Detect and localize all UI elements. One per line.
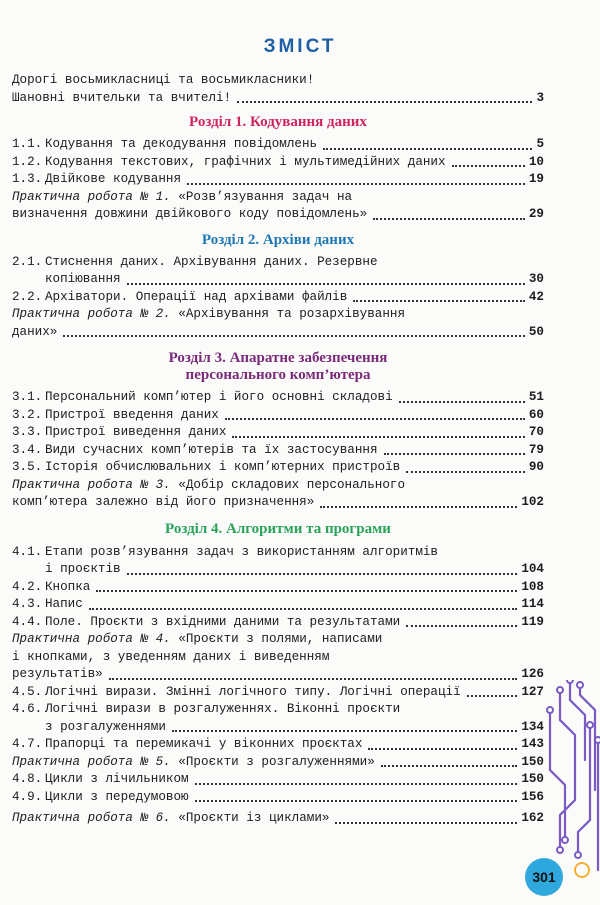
dot-leader <box>381 765 518 767</box>
entry-number: 1.3. <box>12 172 43 186</box>
toc-practical-line1 <box>12 306 544 324</box>
toc-entry[interactable] <box>12 771 544 789</box>
entry-number: 1.1. <box>12 137 43 151</box>
entry-text: і проєктів <box>45 562 121 576</box>
toc-entry-line1 <box>12 544 544 562</box>
dot-leader <box>127 283 525 285</box>
table-of-contents <box>12 72 544 828</box>
entry-text: Двійкове кодування <box>45 172 182 186</box>
toc-entry[interactable] <box>12 736 544 754</box>
dot-leader <box>225 418 525 420</box>
page-ref: 104 <box>521 562 544 576</box>
dot-leader <box>237 101 532 103</box>
page-ref: 5 <box>536 137 544 151</box>
entry-number: 1.2. <box>12 154 43 169</box>
page-ref: 143 <box>521 737 544 751</box>
practical-label: Практична робота № 5. <box>12 754 171 769</box>
entry-number: 4.6. <box>12 702 43 716</box>
section-heading-4: Розділ 4. Алгоритми та програми <box>165 520 391 537</box>
toc-practical-line2[interactable] <box>12 324 544 342</box>
entry-text: Напис <box>45 597 83 611</box>
toc-entry[interactable] <box>12 614 544 632</box>
intro-line2-text: Шановні вчительки та вчителі! <box>12 90 232 105</box>
toc-entry[interactable] <box>12 442 544 460</box>
dot-leader <box>373 218 525 220</box>
entry-text: Цикли з лічильником <box>45 772 189 786</box>
toc-practical[interactable] <box>12 810 544 828</box>
toc-intro-line1 <box>12 72 544 90</box>
entry-number: 3.4. <box>12 442 43 457</box>
page-title: ЗМІСТ <box>263 36 337 57</box>
toc-entry-line1 <box>12 701 544 719</box>
entry-text: копіювання <box>45 272 121 286</box>
entry-number: 4.4. <box>12 614 43 629</box>
dot-leader <box>89 608 518 610</box>
entry-text: Архіватори. Операції над архівами файлів <box>45 289 348 304</box>
dot-leader <box>96 590 517 592</box>
page-number-badge: 301 <box>525 858 563 896</box>
practical-label: Практична робота № 4. <box>12 632 171 646</box>
dot-leader <box>399 401 525 403</box>
dot-leader <box>195 783 518 785</box>
entry-text: Кодування та декодування повідомлень <box>45 137 318 151</box>
page-ref: 79 <box>528 442 544 457</box>
page-ref: 29 <box>528 207 544 221</box>
page-ref: 51 <box>528 390 544 404</box>
dot-leader <box>452 165 525 167</box>
entry-text: з розгалуженнями <box>45 719 166 734</box>
practical-text: «Розв’язування задач на <box>178 189 353 204</box>
entry-number: 3.3. <box>12 425 43 439</box>
toc-practical-line1 <box>12 477 544 495</box>
intro-line1-text: Дорогі восьмикласниці та восьмикласники! <box>12 73 315 87</box>
entry-text: Прапорці та перемикачі у віконних проєктах <box>45 737 363 751</box>
page-ref: 162 <box>521 811 544 825</box>
entry-text: Пристрої введення даних <box>45 407 219 422</box>
page-ref: 134 <box>521 719 544 734</box>
dot-leader <box>353 300 525 302</box>
entry-number: 3.1. <box>12 390 43 404</box>
practical-text: «Проєкти із циклами» <box>178 811 330 825</box>
page-ref: 19 <box>528 172 544 186</box>
page-ref: 114 <box>521 597 544 611</box>
page-ref: 60 <box>528 407 544 422</box>
page-ref: 108 <box>521 579 544 594</box>
dot-leader <box>320 506 517 508</box>
toc-entry-line2[interactable] <box>12 719 544 737</box>
dot-leader <box>368 748 517 750</box>
page-ref: 150 <box>521 772 544 786</box>
entry-number: 2.1. <box>12 254 43 269</box>
toc-entry-line1 <box>12 254 544 272</box>
entry-text: Етапи розв’язування задач з використанням алгоритмів <box>45 544 438 559</box>
entry-text: Види сучасних комп’ютерів та їх застосування <box>45 442 378 457</box>
dot-leader <box>172 730 517 732</box>
dot-leader <box>384 453 525 455</box>
toc-entry[interactable] <box>12 407 544 425</box>
dot-leader <box>109 678 518 680</box>
page-ref: 30 <box>528 272 544 286</box>
page-ref: 50 <box>528 324 544 339</box>
entry-text: Логічні вирази в розгалуженнях. Віконні проєкти <box>45 702 401 716</box>
dot-leader <box>406 471 525 473</box>
toc-entry[interactable] <box>12 596 544 614</box>
entry-text: Пристрої виведення даних <box>45 425 227 439</box>
toc-practical-line1 <box>12 631 544 649</box>
practical-label: Практична робота № 6. <box>12 811 171 825</box>
page-ref: 10 <box>528 154 544 169</box>
entry-text: Персональний комп’ютер і його основні складові <box>45 390 393 404</box>
practical-text: даних» <box>12 324 58 339</box>
practical-text: «Проєкти з розгалуженнями» <box>178 754 375 769</box>
toc-practical[interactable] <box>12 754 544 772</box>
dot-leader <box>232 436 524 438</box>
toc-intro-line2[interactable] <box>12 90 544 108</box>
practical-text: і кнопками, з уведенням даних і виведенням <box>12 649 330 664</box>
dot-leader <box>323 148 532 150</box>
practical-text: «Проєкти з полями, написами <box>178 632 383 646</box>
page-ref: 90 <box>528 460 544 474</box>
entry-number: 4.8. <box>12 772 43 786</box>
entry-text: Кодування текстових, графічних і мультимедійних даних <box>45 154 446 169</box>
entry-text: Цикли з передумовою <box>45 789 189 804</box>
page-ref: 119 <box>521 614 544 629</box>
practical-label: Практична робота № 2. <box>12 307 171 321</box>
entry-text: Стиснення даних. Архівування даних. Резервне <box>45 254 378 269</box>
dot-leader <box>335 822 517 824</box>
toc-entry[interactable] <box>12 136 544 154</box>
section-heading-line2: персонального комп’ютера <box>185 367 371 383</box>
entry-number: 3.5. <box>12 460 43 474</box>
dot-leader <box>406 625 517 627</box>
practical-text: визначення довжини двійкового коду повідомлень» <box>12 207 368 221</box>
entry-text: Кнопка <box>45 579 91 594</box>
practical-label: Практична робота № 1. <box>12 189 171 204</box>
practical-text: комп’ютера залежно від його призначення» <box>12 495 315 509</box>
entry-text: Історія обчислювальних і комп’ютерних пристроїв <box>45 460 401 474</box>
toc-entry-line2[interactable] <box>12 561 544 579</box>
section-heading-1: Розділ 1. Кодування даних <box>189 114 367 130</box>
page-ref: 102 <box>521 495 544 509</box>
toc-entry[interactable] <box>12 579 544 597</box>
entry-number: 2.2. <box>12 289 43 304</box>
entry-number: 4.5. <box>12 684 43 699</box>
toc-practical-line3[interactable] <box>12 666 544 684</box>
page-ref: 3 <box>536 90 544 105</box>
practical-text: результатів» <box>12 667 103 681</box>
toc-entry[interactable] <box>12 389 544 407</box>
section-heading-3 <box>12 350 544 384</box>
toc-practical-line2[interactable] <box>12 494 544 512</box>
dot-leader <box>127 573 518 575</box>
dot-leader <box>187 183 525 185</box>
dot-leader <box>63 335 525 337</box>
toc-entry[interactable] <box>12 459 544 477</box>
page-ref: 126 <box>521 667 544 681</box>
practical-text: «Добір складових персонального <box>178 477 406 492</box>
entry-number: 4.7. <box>12 737 43 751</box>
entry-text: Поле. Проєкти з вхідними даними та результатами <box>45 614 401 629</box>
entry-number: 4.2. <box>12 579 43 594</box>
practical-text: «Архівування та розархівування <box>178 307 406 321</box>
toc-practical-line2[interactable] <box>12 206 544 224</box>
page-ref: 156 <box>521 789 544 804</box>
page-ref: 70 <box>528 425 544 439</box>
toc-entry[interactable] <box>12 289 544 307</box>
entry-number: 3.2. <box>12 407 43 422</box>
dot-leader <box>467 695 518 697</box>
dot-leader <box>195 800 518 802</box>
toc-entry[interactable] <box>12 684 544 702</box>
entry-number: 4.9. <box>12 789 43 804</box>
toc-entry[interactable] <box>12 789 544 807</box>
toc-practical-line1 <box>12 189 544 207</box>
entry-text: Логічні вирази. Змінні логічного типу. Логічні операції <box>45 684 461 699</box>
section-heading-line1: Розділ 3. Апаратне забезпечення <box>168 350 388 366</box>
page-ref: 127 <box>521 684 544 699</box>
entry-number: 4.3. <box>12 597 43 611</box>
practical-label: Практична робота № 3. <box>12 477 171 492</box>
toc-entry[interactable] <box>12 424 544 442</box>
toc-practical-line2 <box>12 649 544 667</box>
entry-number: 4.1. <box>12 544 43 559</box>
toc-entry[interactable] <box>12 154 544 172</box>
page-ref: 42 <box>528 289 544 304</box>
toc-entry-line2[interactable] <box>12 271 544 289</box>
section-heading-2: Розділ 2. Архіви даних <box>201 231 355 248</box>
toc-entry[interactable] <box>12 171 544 189</box>
page-ref: 150 <box>521 754 544 769</box>
